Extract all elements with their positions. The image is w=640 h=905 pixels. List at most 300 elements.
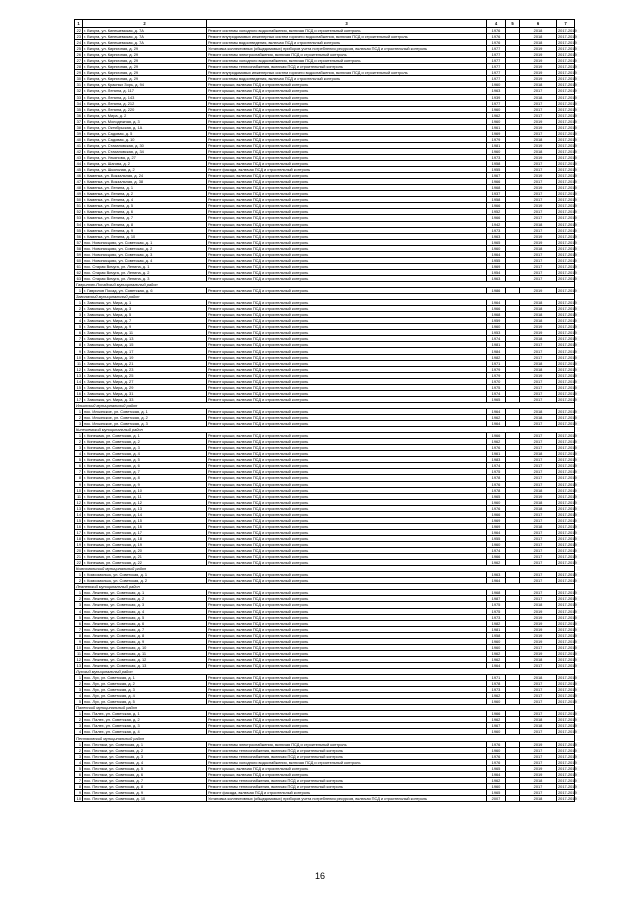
build-year-cell: 1962 (487, 439, 506, 445)
address-cell: пос. Пестяки, ул. Советская, д. 1 (83, 741, 207, 747)
register-sheet (74, 19, 577, 802)
work-type-cell: Ремонт крыши, включая ПСД и строительный контроль (207, 433, 487, 439)
table-row (75, 795, 575, 801)
period-cell: 2017-2019 (558, 415, 577, 421)
plan-year-cell: 2018 (520, 723, 557, 729)
work-type-cell: Ремонт крыши, включая ПСД и строительный контроль (207, 439, 487, 445)
period-cell: 2017-2019 (558, 632, 577, 638)
plan-year-cell: 2019 (520, 52, 557, 58)
plan-year-cell: 2018 (520, 40, 557, 46)
period-cell: 2017-2019 (558, 360, 577, 366)
work-type-cell: Установка коллективных (общедомовых) приборов учета потребления ресурсов, включая ПСД и строительный контроль (207, 46, 487, 52)
period-cell: 2017-2019 (558, 451, 577, 457)
build-year-cell: 1982 (487, 620, 506, 626)
build-year-cell: 1982 (487, 354, 506, 360)
address-cell: пос. Лух, ул. Советская, д. 4 (83, 693, 207, 699)
period-cell: 2017-2019 (558, 306, 577, 312)
period-cell: 2017-2019 (558, 535, 577, 541)
build-year-cell: 1960 (487, 245, 506, 251)
address-cell: г. Вичуга, ул. Кирпичная, д. 29 (83, 58, 207, 64)
build-year-cell: 1971 (487, 675, 506, 681)
build-year-cell: 1965 (487, 493, 506, 499)
work-type-cell: Ремонт крыши, включая ПСД и строительный контроль (207, 408, 487, 414)
plan-year-cell: 2019 (520, 330, 557, 336)
address-cell: г. Кинешма, ул. Советская, д. 3 (83, 445, 207, 451)
row-number: 12 (75, 499, 83, 505)
period-cell: 2017-2019 (558, 759, 577, 765)
plan-year-cell: 2017 (520, 257, 557, 263)
build-year-cell: 1955 (487, 167, 506, 173)
plan-year-cell: 2017 (520, 548, 557, 554)
address-cell: пос. Лежнево, ул. Советская, д. 1 (83, 590, 207, 596)
row-number: 1 (75, 300, 83, 306)
plan-year-cell: 2017 (520, 161, 557, 167)
address-cell: г. Вичуга, ул. Стахановская, д. 34 (83, 148, 207, 154)
period-cell: 2017-2019 (558, 179, 577, 185)
build-year-cell: 1975 (487, 469, 506, 475)
row-number: 34 (75, 100, 83, 106)
work-type-cell: Ремонт крыши, включая ПСД и строительный контроль (207, 560, 487, 566)
plan-year-cell: 2019 (520, 203, 557, 209)
row-number: 13 (75, 505, 83, 511)
plan-year-cell: 2019 (520, 70, 557, 76)
period-cell: 2017-2019 (558, 590, 577, 596)
address-cell: пос. Лежнево, ул. Советская, д. 10 (83, 644, 207, 650)
work-type-cell: Ремонт крыши, включая ПСД и строительный контроль (207, 626, 487, 632)
work-type-cell: Ремонт крыши, включая ПСД и строительный контроль (207, 675, 487, 681)
period-cell: 2017-2019 (558, 662, 577, 668)
address-cell: г. Заволжск, ул. Мира, д. 33 (83, 396, 207, 402)
row-number: 12 (75, 656, 83, 662)
address-cell: пос. Лух, ул. Советская, д. 1 (83, 675, 207, 681)
period-cell: 2017-2019 (558, 288, 577, 294)
row-number: 9 (75, 638, 83, 644)
build-year-cell: 1965 (487, 239, 506, 245)
work-type-cell: Ремонт крыши, включая ПСД и строительный контроль (207, 681, 487, 687)
work-type-cell: Ремонт крыши, включая ПСД и строительный контроль (207, 535, 487, 541)
address-cell: г. Комсомольск, ул. Советская, д. 1 (83, 572, 207, 578)
period-cell: 2017-2019 (558, 699, 577, 705)
period-cell: 2017-2019 (558, 626, 577, 632)
district-name: Палехский муниципальный район (75, 705, 575, 711)
period-cell: 2017-2019 (558, 155, 577, 160)
row-number: 2 (75, 306, 83, 312)
build-year-cell: 1979 (487, 366, 506, 372)
row-number: 13 (75, 662, 83, 668)
period-cell: 2017-2019 (558, 215, 577, 221)
col-1-header: 1 (75, 20, 83, 28)
address-cell: г. Заволжск, ул. Мира, д. 5 (83, 312, 207, 318)
row-number: 35 (75, 106, 83, 112)
plan-year-cell: 2017 (520, 693, 557, 699)
build-year-cell: 1979 (487, 372, 506, 378)
build-year-cell: 1973 (487, 154, 506, 160)
work-type-cell: Ремонт крыши, включая ПСД и строительный контроль (207, 300, 487, 306)
row-number: 3 (75, 687, 83, 693)
row-number: 6 (75, 463, 83, 469)
row-number: 42 (75, 148, 83, 154)
row-number: 20 (75, 548, 83, 554)
address-cell: г. Вичуга, ул. Школьная, д. 2 (83, 167, 207, 173)
work-type-cell: Ремонт крыши, включая ПСД и строительный контроль (207, 336, 487, 342)
build-year-cell: 1973 (487, 614, 506, 620)
period-cell: 2017-2019 (558, 88, 577, 94)
col-3-header: 3 (207, 20, 487, 28)
address-cell: г. Вичуга, ул. Кинешемская, д. 7А (83, 34, 207, 40)
address-cell: пос. Лежнево, ул. Советская, д. 6 (83, 620, 207, 626)
build-year-cell: 1973 (487, 227, 506, 233)
period-cell: 2017-2019 (558, 771, 577, 777)
row-number: 17 (75, 529, 83, 535)
address-cell: г. Каменка, ул. Ленина, д. 4 (83, 197, 207, 203)
district-name: Гаврилово-Посадский муниципальный район (75, 281, 575, 287)
plan-year-cell: 2019 (520, 64, 557, 70)
work-type-cell: Ремонт фасада, включая ПСД и строительный контроль (207, 167, 487, 173)
plan-year-cell: 2019 (520, 614, 557, 620)
period-cell: 2017-2019 (558, 245, 577, 251)
work-type-cell: Ремонт крыши, включая ПСД и строительный контроль (207, 650, 487, 656)
period-cell: 2017-2019 (558, 300, 577, 306)
row-number: 10 (75, 487, 83, 493)
address-cell: г. Заволжск, ул. Мира, д. 23 (83, 366, 207, 372)
work-type-cell: Ремонт крыши, включая ПСД и строительный контроль (207, 82, 487, 88)
row-number: 9 (75, 348, 83, 354)
row-number: 7 (75, 777, 83, 783)
row-number: 47 (75, 179, 83, 185)
work-type-cell: Ремонт крыши, включая ПСД и строительный контроль (207, 632, 487, 638)
build-year-cell: 1961 (487, 124, 506, 130)
work-type-cell: Ремонт крыши, включая ПСД и строительный контроль (207, 693, 487, 699)
row-number: 28 (75, 64, 83, 70)
plan-year-cell: 2018 (520, 300, 557, 306)
period-cell: 2017-2019 (558, 197, 577, 203)
work-type-cell: Ремонт крыши, включая ПСД и строительный контроль (207, 578, 487, 584)
address-cell: пос. Ильинское, ул. Советская, д. 1 (83, 408, 207, 414)
row-number: 23 (75, 34, 83, 40)
period-cell: 2017-2019 (558, 517, 577, 523)
period-cell: 2017-2019 (558, 572, 577, 578)
address-cell: г. Вичуга, ул. Кирпичная, д. 29 (83, 52, 207, 58)
plan-year-cell: 2017 (520, 711, 557, 717)
row-number: 7 (75, 626, 83, 632)
row-number: 9 (75, 481, 83, 487)
period-cell: 2017-2019 (558, 239, 577, 245)
row-number: 2 (75, 578, 83, 584)
period-cell: 2017-2019 (558, 336, 577, 342)
row-number: 8 (75, 342, 83, 348)
address-cell: пос. Лежнево, ул. Советская, д. 12 (83, 656, 207, 662)
build-year-cell: 1964 (487, 421, 506, 427)
address-cell: г. Заволжск, ул. Мира, д. 31 (83, 390, 207, 396)
row-number: 14 (75, 378, 83, 384)
plan-year-cell: 2017 (520, 681, 557, 687)
plan-year-cell: 2017 (520, 167, 557, 173)
build-year-cell: 1962 (487, 717, 506, 723)
row-number: 10 (75, 354, 83, 360)
period-cell: 2017-2019 (558, 390, 577, 396)
period-cell: 2017-2019 (558, 384, 577, 390)
row-number: 8 (75, 632, 83, 638)
address-cell: г. Кинешма, ул. Советская, д. 11 (83, 493, 207, 499)
plan-year-cell: 2017 (520, 445, 557, 451)
period-cell: 2017-2019 (558, 173, 577, 179)
build-year-cell: 1975 (487, 602, 506, 608)
row-number: 6 (75, 771, 83, 777)
build-year-cell: 1966 (487, 554, 506, 560)
row-number: 19 (75, 541, 83, 547)
build-year-cell: 1960 (487, 729, 506, 735)
build-year-cell: 1966 (487, 306, 506, 312)
period-cell: 2017-2019 (558, 148, 577, 154)
plan-year-cell: 2017 (520, 529, 557, 535)
plan-year-cell: 2017 (520, 759, 557, 765)
row-number: 14 (75, 511, 83, 517)
address-cell: г. Кинешма, ул. Советская, д. 9 (83, 481, 207, 487)
plan-year-cell: 2019 (520, 288, 557, 294)
row-number: 5 (75, 699, 83, 705)
period-cell: 2017-2019 (558, 130, 577, 136)
row-number: 22 (75, 560, 83, 566)
address-cell: г. Кинешма, ул. Советская, д. 8 (83, 475, 207, 481)
work-type-cell: Ремонт крыши, включая ПСД и строительный контроль (207, 263, 487, 269)
row-number: 4 (75, 729, 83, 735)
row-number: 30 (75, 76, 83, 82)
row-number: 63 (75, 275, 83, 281)
row-number: 52 (75, 209, 83, 215)
address-cell: г. Кинешма, ул. Советская, д. 10 (83, 487, 207, 493)
plan-year-cell: 2017 (520, 729, 557, 735)
plan-year-cell: 2017 (520, 263, 557, 269)
address-cell: г. Заволжск, ул. Мира, д. 17 (83, 348, 207, 354)
address-cell: г. Вичуга, ул. Садовая, д. 5 (83, 130, 207, 136)
address-cell: г. Вичуга, ул. Кирпичная, д. 29 (83, 64, 207, 70)
work-type-cell: Ремонт крыши, включая ПСД и строительный контроль (207, 717, 487, 723)
plan-year-cell: 2017 (520, 179, 557, 185)
build-year-cell: 1962 (487, 777, 506, 783)
row-number: 46 (75, 173, 83, 179)
build-year-cell: 1961 (487, 451, 506, 457)
work-type-cell: Ремонт крыши, включая ПСД и строительный контроль (207, 396, 487, 402)
build-year-cell: 1970 (487, 378, 506, 384)
plan-year-cell: 2018 (520, 675, 557, 681)
address-cell: пос. Пестяки, ул. Советская, д. 2 (83, 747, 207, 753)
plan-year-cell: 2019 (520, 173, 557, 179)
build-year-cell: 1966 (487, 511, 506, 517)
build-year-cell: 1976 (487, 505, 506, 511)
plan-year-cell: 2017 (520, 783, 557, 789)
address-cell: г. Каменка, ул. Вокзальная, д. 38 (83, 179, 207, 185)
period-cell: 2017-2019 (558, 644, 577, 650)
work-type-cell: Ремонт крыши, включая ПСД и строительный контроль (207, 469, 487, 475)
address-cell: г. Вичуга, ул. Мира, д. 2 (83, 112, 207, 118)
work-type-cell: Ремонт системы холодного водоснабжения, включая ПСД и строительный контроль (207, 58, 487, 64)
period-cell: 2017-2019 (558, 578, 577, 584)
row-number: 33 (75, 94, 83, 100)
plan-year-cell: 2017 (520, 390, 557, 396)
work-type-cell: Ремонт крыши, включая ПСД и строительный контроль (207, 445, 487, 451)
address-cell: пос. Пестяки, ул. Советская, д. 4 (83, 759, 207, 765)
period-cell: 2017-2019 (558, 94, 577, 100)
work-type-cell: Ремонт крыши, включая ПСД и строительный контроль (207, 154, 487, 160)
plan-year-cell: 2017 (520, 699, 557, 705)
period-cell: 2017-2019 (558, 257, 577, 263)
build-year-cell: 1966 (487, 203, 506, 209)
work-type-cell: Ремонт крыши, включая ПСД и строительный контроль (207, 656, 487, 662)
build-year-cell: 1973 (487, 687, 506, 693)
work-type-cell: Ремонт крыши, включая ПСД и строительный контроль (207, 360, 487, 366)
period-cell: 2017-2019 (558, 723, 577, 729)
work-type-cell: Ремонт крыши, включая ПСД и строительный контроль (207, 330, 487, 336)
row-number: 8 (75, 783, 83, 789)
work-type-cell: Ремонт крыши, включая ПСД и строительный контроль (207, 354, 487, 360)
row-number: 43 (75, 154, 83, 160)
work-type-cell: Ремонт крыши, включая ПСД и строительный контроль (207, 275, 487, 281)
plan-year-cell: 2019 (520, 493, 557, 499)
build-year-cell: 1960 (487, 82, 506, 88)
address-cell: пос. Пестяки, ул. Советская, д. 3 (83, 753, 207, 759)
plan-year-cell: 2017 (520, 457, 557, 463)
build-year-cell: 1964 (487, 529, 506, 535)
build-year-cell: 1984 (487, 348, 506, 354)
build-year-cell: 1986 (487, 288, 506, 294)
plan-year-cell: 2019 (520, 771, 557, 777)
address-cell: г. Каменка, ул. Вокзальная, д. 24 (83, 173, 207, 179)
build-year-cell: 1963 (487, 88, 506, 94)
row-number: 2 (75, 439, 83, 445)
build-year-cell: 1958 (487, 197, 506, 203)
row-number: 2 (75, 717, 83, 723)
empty-cell (506, 795, 520, 801)
period-cell: 2017-2019 (558, 783, 577, 789)
build-year-cell: 1977 (487, 46, 506, 52)
build-year-cell: 2007 (487, 795, 506, 801)
work-type-cell: Ремонт крыши, включая ПСД и строительный контроль (207, 209, 487, 215)
work-type-cell: Ремонт крыши, включая ПСД и строительный контроль (207, 596, 487, 602)
row-number: 4 (75, 318, 83, 324)
work-type-cell: Ремонт крыши, включая ПСД и строительный контроль (207, 342, 487, 348)
period-cell: 2017-2019 (558, 542, 577, 547)
address-cell: г. Вичуга, ул. Стахановская, д. 30 (83, 142, 207, 148)
row-number: 4 (75, 759, 83, 765)
row-number: 6 (75, 330, 83, 336)
plan-year-cell: 2017 (520, 560, 557, 566)
district-name: Пестяковский муниципальный район (75, 735, 575, 741)
work-type-cell: Ремонт крыши, включая ПСД и строительный контроль (207, 312, 487, 318)
work-type-cell: Ремонт крыши, включая ПСД и строительный контроль (207, 572, 487, 578)
row-number: 12 (75, 366, 83, 372)
build-year-cell: 1965 (487, 789, 506, 795)
address-cell: г. Вичуга, ул. Кинешемская, д. 7А (83, 28, 207, 34)
district-name: Лежневский муниципальный район (75, 584, 575, 590)
period-cell: 2017-2019 (558, 493, 577, 499)
plan-year-cell: 2019 (520, 233, 557, 239)
work-type-cell: Ремонт системы теплоснабжения, включая ПСД и строительный контроль (207, 64, 487, 70)
build-year-cell: 1960 (487, 783, 506, 789)
address-cell: пос. Лежнево, ул. Советская, д. 8 (83, 632, 207, 638)
period-cell: 2017-2019 (558, 76, 577, 82)
plan-year-cell: 2019 (520, 632, 557, 638)
build-year-cell: 1976 (487, 481, 506, 487)
address-cell: г. Заволжск, ул. Мира, д. 21 (83, 360, 207, 366)
address-cell: г. Вичуга, ул. Садовая, д. 10 (83, 136, 207, 142)
plan-year-cell: 2019 (520, 142, 557, 148)
work-type-cell: Ремонт крыши, включая ПСД и строительный контроль (207, 590, 487, 596)
period-cell: 2017-2019 (558, 318, 577, 324)
work-type-cell: Ремонт крыши, включая ПСД и строительный контроль (207, 324, 487, 330)
work-type-cell: Ремонт крыши, включая ПСД и строительный контроль (207, 457, 487, 463)
row-number: 55 (75, 227, 83, 233)
overhaul-table (74, 19, 575, 802)
work-type-cell: Ремонт крыши, включая ПСД и строительный контроль (207, 608, 487, 614)
build-year-cell: 1975 (487, 384, 506, 390)
row-number: 2 (75, 681, 83, 687)
row-number: 57 (75, 239, 83, 245)
period-cell: 2017-2019 (558, 469, 577, 475)
row-number: 27 (75, 58, 83, 64)
row-number: 22 (75, 28, 83, 34)
district-name: Кинешемский муниципальный район (75, 427, 575, 433)
row-number: 41 (75, 142, 83, 148)
plan-year-cell: 2017 (520, 554, 557, 560)
build-year-cell: 1962 (487, 560, 506, 566)
address-cell: пос. Лух, ул. Советская, д. 5 (83, 699, 207, 705)
address-cell: пос. Палех, ул. Советская, д. 4 (83, 729, 207, 735)
work-type-cell: Ремонт крыши, включая ПСД и строительный контроль (207, 124, 487, 130)
build-year-cell: 1960 (487, 106, 506, 112)
build-year-cell: 1960 (487, 118, 506, 124)
work-type-cell: Ремонт системы теплоснабжения, включая ПСД и строительный контроль (207, 783, 487, 789)
period-cell: 2017-2019 (558, 681, 577, 687)
work-type-cell: Ремонт фасада, включая ПСД и строительный контроль (207, 789, 487, 795)
row-number: 1 (75, 572, 83, 578)
build-year-cell: 1969 (487, 523, 506, 529)
address-cell: г. Кинешма, ул. Советская, д. 20 (83, 548, 207, 554)
build-year-cell: 1974 (487, 463, 506, 469)
period-cell: 2017-2019 (558, 560, 577, 566)
plan-year-cell: 2017 (520, 215, 557, 221)
row-number: 11 (75, 650, 83, 656)
row-number: 3 (75, 421, 83, 427)
plan-year-cell: 2018 (520, 415, 557, 421)
plan-year-cell: 2017 (520, 481, 557, 487)
work-type-cell: Ремонт крыши, включая ПСД и строительный контроль (207, 366, 487, 372)
plan-year-cell: 2017 (520, 348, 557, 354)
address-cell: г. Вичуга, ул. Кирпичная, д. 29 (83, 70, 207, 76)
work-type-cell: Ремонт крыши, включая ПСД и строительный контроль (207, 529, 487, 535)
district-name: Заволжский муниципальный район (75, 294, 575, 300)
period-cell: 2017-2019 (558, 185, 577, 191)
build-year-cell: 1979 (487, 136, 506, 142)
period-cell: 2017-2019 (558, 523, 577, 529)
address-cell: г. Кинешма, ул. Советская, д. 5 (83, 457, 207, 463)
work-type-cell: Ремонт крыши, включая ПСД и строительный контроль (207, 203, 487, 209)
build-year-cell: 1960 (487, 324, 506, 330)
row-number: 3 (75, 753, 83, 759)
build-year-cell: 1968 (487, 185, 506, 191)
build-year-cell: 1967 (487, 173, 506, 179)
work-type-cell: Ремонт крыши, включая ПСД и строительный контроль (207, 384, 487, 390)
district-name: Комсомольский муниципальный район (75, 566, 575, 572)
build-year-cell: 1978 (487, 475, 506, 481)
address-cell: пос. Пестяки, ул. Советская, д. 7 (83, 777, 207, 783)
row-number: 51 (75, 203, 83, 209)
plan-year-cell: 2017 (520, 269, 557, 275)
build-year-cell: 1962 (487, 112, 506, 118)
work-type-cell: Ремонт крыши, включая ПСД и строительный контроль (207, 687, 487, 693)
address-cell: г. Каменка, ул. Ленина, д. 7 (83, 215, 207, 221)
plan-year-cell: 2017 (520, 644, 557, 650)
plan-year-cell: 2017 (520, 354, 557, 360)
